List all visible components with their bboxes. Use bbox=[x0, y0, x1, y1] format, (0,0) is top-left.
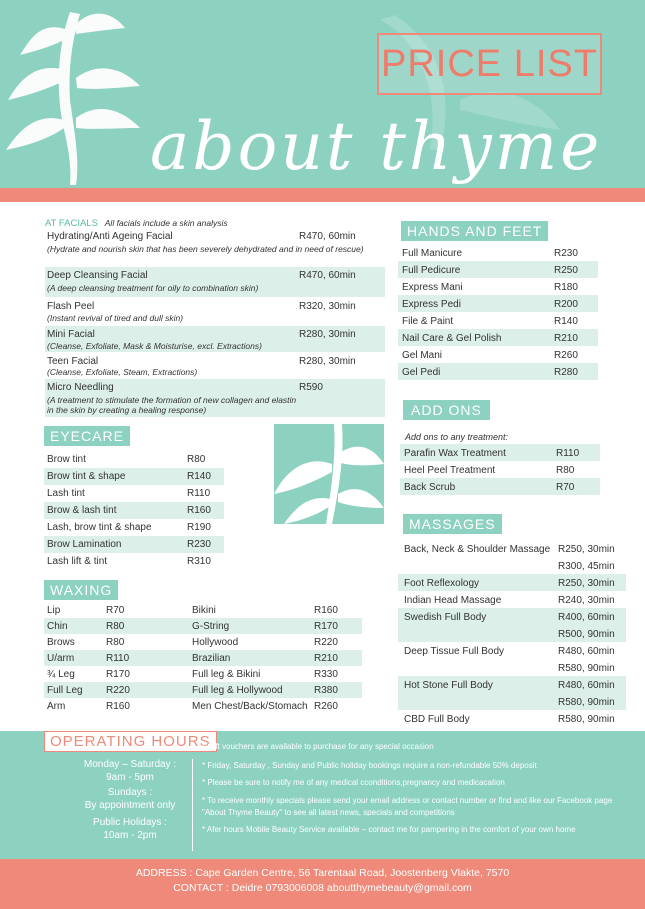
list-item bbox=[398, 278, 598, 295]
footer bbox=[0, 859, 645, 909]
item-name: Nail Care & Gel Polish bbox=[402, 333, 502, 344]
list-item bbox=[398, 244, 598, 261]
wax-price: R220 bbox=[314, 637, 338, 648]
list-item bbox=[398, 329, 598, 346]
item-price: R250, 30min bbox=[558, 544, 615, 555]
item-price: R140 bbox=[187, 471, 211, 482]
item-name: Indian Head Massage bbox=[404, 595, 502, 606]
list-item bbox=[398, 312, 598, 329]
facial-desc: (Cleanse, Exfoliate, Mask & Moisturise, excl. Extractions) bbox=[47, 341, 262, 351]
operating-hours-heading: OPERATING HOURS bbox=[44, 731, 217, 752]
note-item: * To receive monthly specials please send your email address or contact number or find and like our Facebook page "About Thyme Beauty" to see all latest news, specials and competitions bbox=[202, 796, 613, 817]
massages-heading: MASSAGES bbox=[403, 514, 502, 534]
facials-heading: AT FACIALS bbox=[45, 218, 98, 229]
item-name: Hot Stone Full Body bbox=[404, 680, 493, 691]
facial-desc: (Hydrate and nourish skin that has been severely dehydrated and in need of rescue) bbox=[47, 244, 364, 254]
item-name: Lash lift & tint bbox=[47, 556, 108, 567]
item-price: R80 bbox=[556, 465, 575, 476]
item-price: R300, 45min bbox=[558, 561, 615, 572]
decorative-leaf-tile bbox=[274, 424, 384, 524]
list-item bbox=[45, 229, 385, 267]
list-item bbox=[45, 267, 385, 297]
wax-price: R170 bbox=[106, 669, 130, 680]
holiday-time: 10am - 2pm bbox=[103, 830, 157, 841]
weekday-time: 9am - 5pm bbox=[106, 772, 154, 783]
item-name: File & Paint bbox=[402, 316, 454, 327]
wax-price: R80 bbox=[106, 637, 125, 648]
item-name: Full Pedicure bbox=[402, 265, 461, 276]
hands-feet-heading: HANDS AND FEET bbox=[401, 221, 548, 241]
waxing-table bbox=[44, 602, 362, 716]
wax-name: G-String bbox=[192, 621, 230, 632]
list-item bbox=[400, 478, 600, 495]
wax-name: U/arm bbox=[47, 653, 75, 664]
item-name: Foot Reflexology bbox=[404, 578, 480, 589]
list-item bbox=[398, 346, 598, 363]
wax-price: R160 bbox=[106, 701, 130, 712]
waxing-heading: WAXING bbox=[44, 580, 118, 600]
item-name: Deep Tissue Full Body bbox=[404, 646, 505, 657]
addons-note: Add ons to any treatment: bbox=[405, 432, 509, 442]
wax-name: Full Leg bbox=[47, 685, 83, 696]
holiday-label: Public Holidays : bbox=[93, 817, 167, 828]
header-banner bbox=[0, 0, 645, 190]
item-price: R480, 60min bbox=[558, 646, 615, 657]
item-price: R240, 30min bbox=[558, 595, 615, 606]
facial-name: Teen Facial bbox=[47, 356, 99, 367]
item-price: R280 bbox=[554, 367, 578, 378]
wax-name: Hollywood bbox=[192, 637, 239, 648]
list-item bbox=[398, 608, 626, 642]
facial-price: R590 bbox=[299, 382, 323, 393]
note-item: * Friday, Saturday , Sunday and Public holiday bookings require a non-refundable 50% deposit bbox=[202, 761, 537, 770]
list-item bbox=[44, 553, 224, 570]
item-price: R80 bbox=[187, 454, 206, 465]
list-item bbox=[44, 451, 224, 468]
item-price: R110 bbox=[556, 448, 580, 459]
facial-desc: (A treatment to stimulate the formation of new collagen and elastin in the skin by creating a healing response) bbox=[47, 395, 297, 415]
item-price: R580, 90min bbox=[558, 697, 615, 708]
info-panel bbox=[0, 731, 645, 859]
list-item bbox=[44, 468, 224, 485]
item-name: Swedish Full Body bbox=[404, 612, 487, 623]
list-item bbox=[45, 353, 385, 379]
note-item: * Afer hours Mobile Beauty Service available – contact me for pampering in the comfort of your own home bbox=[202, 825, 576, 834]
eyecare-heading: EYECARE bbox=[44, 426, 130, 446]
list-item bbox=[400, 461, 600, 478]
item-price: R70 bbox=[556, 482, 575, 493]
item-name: Lash, brow tint & shape bbox=[47, 522, 152, 533]
list-item bbox=[398, 642, 626, 676]
item-name: Full Manicure bbox=[402, 248, 463, 259]
facial-name: Micro Needling bbox=[47, 382, 114, 393]
wax-price: R80 bbox=[106, 621, 125, 632]
wax-price: R330 bbox=[314, 669, 338, 680]
wax-price: R110 bbox=[106, 653, 130, 664]
wax-name: Full leg & Hollywood bbox=[192, 685, 283, 696]
facial-name: Mini Facial bbox=[47, 329, 95, 340]
facial-desc: (A deep cleansing treatment for oily to combination skin) bbox=[47, 283, 259, 293]
item-price: R110 bbox=[187, 488, 211, 499]
item-price: R190 bbox=[187, 522, 211, 533]
facial-price: R470, 60min bbox=[299, 231, 356, 242]
item-name: Express Mani bbox=[402, 282, 463, 293]
item-price: R250 bbox=[554, 265, 578, 276]
footer-address: ADDRESS : Cape Garden Centre, 56 Tarentaal Road, Joostenberg Vlakte, 7570 bbox=[135, 867, 510, 879]
list-item bbox=[398, 540, 626, 574]
sunday-label: Sundays : bbox=[107, 787, 153, 798]
weekday-label: Monday – Saturday : bbox=[83, 759, 177, 770]
list-item bbox=[44, 502, 224, 519]
list-item bbox=[398, 676, 626, 710]
list-item bbox=[400, 444, 600, 461]
facial-price: R280, 30min bbox=[299, 356, 356, 367]
facial-name: Flash Peel bbox=[47, 301, 95, 312]
wax-name: Brows bbox=[47, 637, 75, 648]
item-price: R310 bbox=[187, 556, 211, 567]
header-divider bbox=[0, 188, 645, 202]
wax-price: R220 bbox=[106, 685, 130, 696]
sunday-time: By appointment only bbox=[84, 800, 176, 811]
facial-desc: (Cleanse, Exfoliate, Steam, Extractions) bbox=[47, 367, 198, 377]
item-name: Gel Pedi bbox=[402, 367, 441, 378]
wax-name: Chin bbox=[47, 621, 68, 632]
facial-name: Hydrating/Anti Ageing Facial bbox=[47, 231, 173, 242]
wax-price: R260 bbox=[314, 701, 338, 712]
wax-price: R380 bbox=[314, 685, 338, 696]
divider bbox=[192, 759, 193, 851]
item-price: R580, 90min bbox=[558, 663, 615, 674]
item-price: R230 bbox=[554, 248, 578, 259]
wax-price: R160 bbox=[314, 605, 338, 616]
item-name: Heel Peel Treatment bbox=[404, 465, 496, 476]
item-price: R400, 60min bbox=[558, 612, 615, 623]
wax-name: Full leg & Bikini bbox=[192, 669, 261, 680]
wax-name: Bikini bbox=[192, 605, 216, 616]
item-price: R140 bbox=[554, 316, 578, 327]
note-item: * Please be sure to notify me of any medical cconditions,pregnancy and medicacation bbox=[202, 778, 505, 787]
item-name: Back, Neck & Shoulder Massage bbox=[404, 544, 551, 555]
wax-name: Brazilian bbox=[192, 653, 231, 664]
item-name: Lash tint bbox=[47, 488, 85, 499]
wax-name: Arm bbox=[47, 701, 66, 712]
massages-list bbox=[398, 540, 626, 728]
wax-price: R70 bbox=[106, 605, 125, 616]
item-name: Brow Lamination bbox=[47, 539, 122, 550]
list-item bbox=[398, 710, 626, 727]
list-item bbox=[44, 485, 224, 502]
item-name: Brow tint & shape bbox=[47, 471, 126, 482]
list-item bbox=[398, 574, 626, 591]
facial-desc: (Instant revival of tired and dull skin) bbox=[47, 313, 184, 323]
brand-wordmark: about thyme bbox=[150, 108, 603, 185]
item-name: Gel Mani bbox=[402, 350, 443, 361]
list-item bbox=[398, 295, 598, 312]
item-price: R160 bbox=[187, 505, 211, 516]
wax-name: Men Chest/Back/Stomach bbox=[192, 701, 308, 712]
facials-note: All facials include a skin analysis bbox=[104, 218, 228, 228]
note-item: * Gift vouchers are available to purchase for any special occasion bbox=[202, 742, 434, 751]
item-price: R260 bbox=[554, 350, 578, 361]
list-item bbox=[398, 363, 598, 380]
facial-name: Deep Cleansing Facial bbox=[47, 270, 148, 281]
facial-price: R320, 30min bbox=[299, 301, 356, 312]
list-item bbox=[45, 297, 385, 325]
addons-heading: ADD ONS bbox=[403, 400, 490, 420]
item-price: R200 bbox=[554, 299, 578, 310]
list-item bbox=[398, 591, 626, 608]
item-price: R480, 60min bbox=[558, 680, 615, 691]
item-price: R210 bbox=[554, 333, 578, 344]
wax-price: R210 bbox=[314, 653, 338, 664]
item-price: R580, 90min bbox=[558, 714, 615, 725]
wax-name: ¾ Leg bbox=[47, 669, 75, 680]
item-name: Parafin Wax Treatment bbox=[404, 448, 506, 459]
wax-price: R170 bbox=[314, 621, 338, 632]
leaf-icon bbox=[274, 424, 384, 524]
facial-price: R470, 60min bbox=[299, 270, 356, 281]
item-price: R180 bbox=[554, 282, 578, 293]
list-item bbox=[398, 261, 598, 278]
facials-heading-row bbox=[45, 218, 385, 229]
list-item bbox=[45, 326, 385, 352]
item-name: Back Scrub bbox=[404, 482, 456, 493]
list-item bbox=[45, 379, 385, 417]
list-item bbox=[44, 536, 224, 553]
item-name: CBD Full Body bbox=[404, 714, 470, 725]
list-item bbox=[44, 519, 224, 536]
item-price: R250, 30min bbox=[558, 578, 615, 589]
item-name: Express Pedi bbox=[402, 299, 461, 310]
item-name: Brow tint bbox=[47, 454, 86, 465]
wax-name: Lip bbox=[47, 605, 61, 616]
page-title: PRICE LIST bbox=[377, 33, 602, 95]
facial-price: R280, 30min bbox=[299, 329, 356, 340]
item-price: R230 bbox=[187, 539, 211, 550]
footer-contact: CONTACT : Deidre 0793006008 aboutthymebeauty@gmail.com bbox=[173, 882, 472, 894]
item-name: Brow & lash tint bbox=[47, 505, 117, 516]
item-price: R500, 90min bbox=[558, 629, 615, 640]
